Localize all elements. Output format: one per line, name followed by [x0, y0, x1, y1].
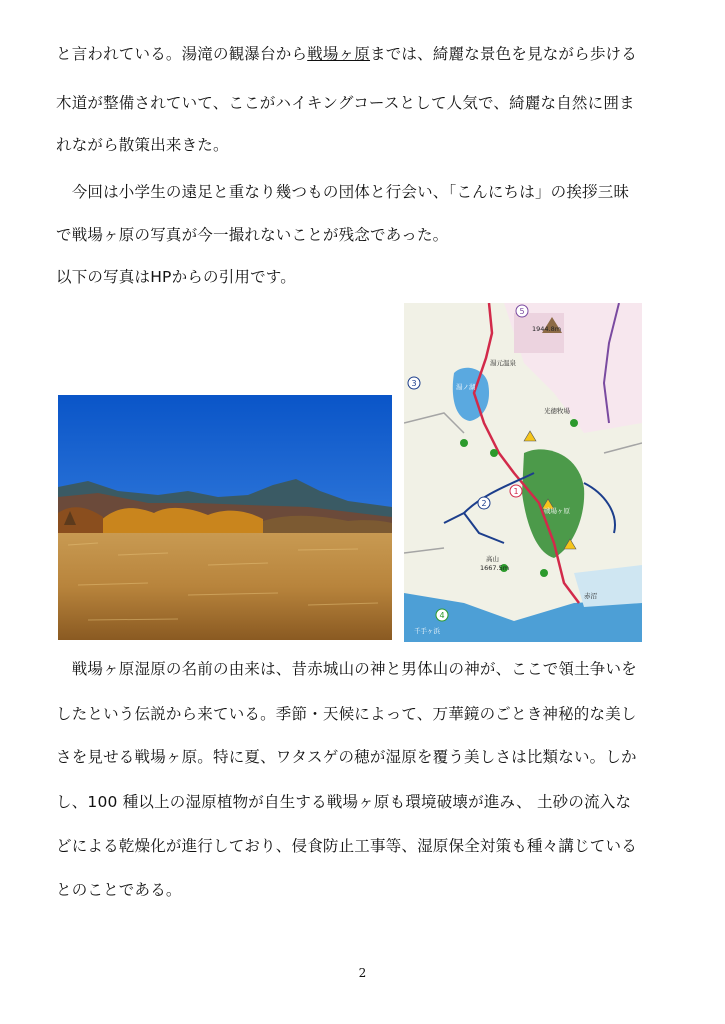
text-line: 今回は小学生の遠足と重なり幾つもの団体と行会い、「こんにちは」の挨拶三昧: [56, 183, 630, 201]
text-span: と言われている。湯滝の観瀑台から: [56, 45, 308, 63]
route-marker-5: 5: [519, 307, 525, 316]
map-label-lake: 湯ノ湖: [456, 383, 476, 391]
text-span: までは、綺麗な景色を見ながら歩ける: [370, 45, 637, 63]
underlined-term: 戦場ヶ原: [307, 45, 371, 63]
text-line: [56, 44, 676, 64]
route-marker-4: 4: [439, 611, 445, 620]
map-label-peak: 高山: [486, 555, 499, 563]
map-label-spot1: 湯元温泉: [490, 359, 516, 367]
map-label-peak-height: 1667.5m: [480, 564, 510, 572]
text-line: し、100 種以上の湿原植物が自生する戦場ヶ原も環境破壊が進み、 土砂の流入な: [56, 793, 632, 811]
map-label-spot2: 光徳牧場: [544, 407, 570, 415]
map-label-marsh: 戦場ヶ原: [544, 507, 570, 515]
text-line: 戦場ヶ原湿原の名前の由来は、昔赤城山の神と男体山の神が、ここで領土争いを: [56, 660, 637, 678]
note-line: 以下の写真はHPからの引用です。: [56, 268, 296, 286]
area-map: [404, 303, 642, 642]
text-line: したという伝説から来ている。季節・天候によって、万華鏡のごとき神秘的な美し: [56, 705, 637, 723]
route-marker-1: 1: [513, 487, 519, 496]
route-marker-2: 2: [481, 499, 487, 508]
text-line: さを見せる戦場ヶ原。特に夏、ワタスゲの穂が湿原を覆う美しさは比類ない。しか: [56, 748, 637, 766]
route-marker-3: 3: [411, 379, 417, 388]
map-label-mountain: 1944.8m: [532, 325, 562, 333]
page-number: 2: [358, 966, 367, 980]
map-label-spot4: 千手ヶ浜: [414, 627, 440, 635]
text-line: で戦場ヶ原の写真が今一撮れないことが残念であった。: [56, 226, 449, 244]
text-line: とのことである。: [56, 881, 182, 899]
marsh-photo: [58, 395, 392, 640]
text-line: どによる乾燥化が進行しており、侵食防止工事等、湿原保全対策も種々講じている: [56, 837, 637, 855]
map-label-spot3: 赤沼: [584, 592, 597, 600]
text-line: 木道が整備されていて、ここがハイキングコースとして人気で、綺麗な自然に囲ま: [56, 94, 635, 112]
text-line: れながら散策出来きた。: [56, 136, 229, 154]
